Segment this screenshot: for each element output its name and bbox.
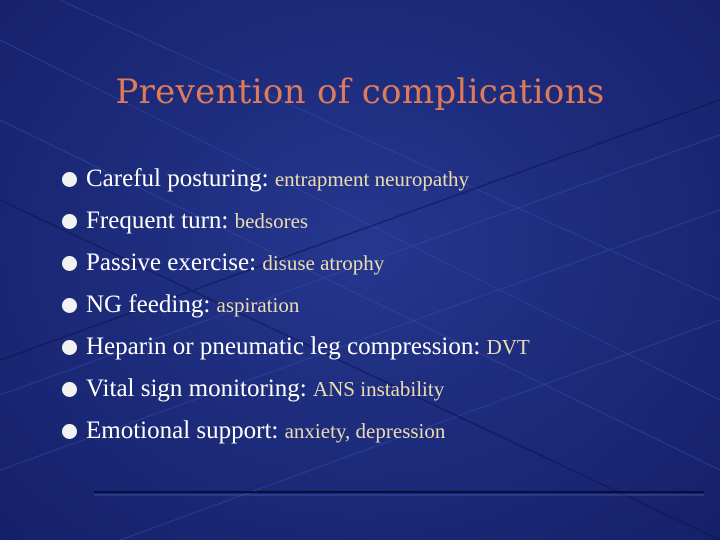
bullet-detail: DVT (486, 335, 530, 359)
bullet-detail: bedsores (234, 209, 309, 233)
bullet-item (62, 371, 530, 413)
bullet-dot-icon (62, 214, 77, 229)
bullet-detail: entrapment neuropathy (274, 167, 470, 191)
bullet-dot-icon (62, 340, 77, 355)
bullet-dot-icon (62, 172, 77, 187)
bullet-label: NG feeding: (86, 291, 217, 318)
bullet-detail: anxiety, depression (284, 419, 446, 443)
bullet-dot-icon (62, 382, 77, 397)
bullet-item (62, 203, 530, 245)
bullet-label: Heparin or pneumatic leg compression: (86, 333, 487, 360)
bullet-detail: ANS instability (312, 377, 445, 401)
bullet-item (62, 287, 530, 329)
slide-title: Prevention of complications (115, 72, 605, 112)
bullet-detail: aspiration (216, 293, 300, 317)
bullet-detail: disuse atrophy (262, 251, 385, 275)
bullet-dot-icon (62, 256, 77, 271)
bullet-item (62, 329, 530, 371)
bullet-label: Careful posturing: (86, 165, 275, 192)
bullet-label: Frequent turn: (86, 207, 235, 234)
bullet-list (62, 161, 530, 455)
bullet-dot-icon (62, 424, 77, 439)
bullet-item (62, 161, 530, 203)
bullet-label: Vital sign monitoring: (86, 375, 313, 402)
bullet-dot-icon (62, 298, 77, 313)
bullet-label: Passive exercise: (86, 249, 263, 276)
bullet-item (62, 245, 530, 287)
bullet-label: Emotional support: (86, 417, 285, 444)
bullet-item (62, 413, 530, 455)
